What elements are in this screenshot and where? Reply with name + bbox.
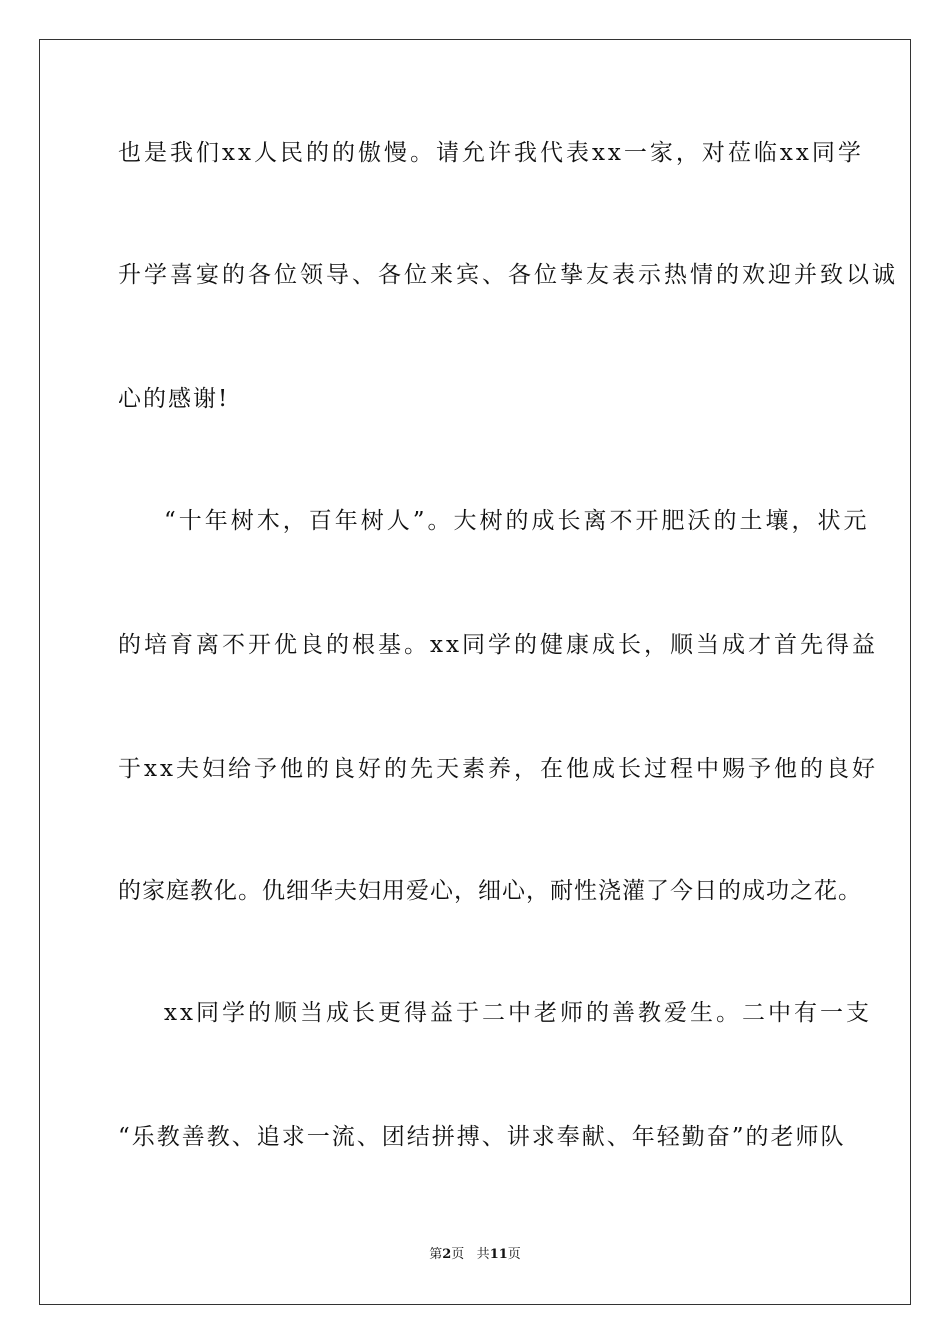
text-line-9: “乐教善教、追求一流、团结拼搏、讲求奉献、年轻勤奋”的老师队 xyxy=(118,1124,846,1150)
page-border xyxy=(39,39,911,1305)
total-suffix: 页 xyxy=(507,1247,521,1262)
text-line-8: xx同学的顺当成长更得益于二中老师的善教爱生。二中有一支 xyxy=(164,1000,872,1026)
text-line-5: 的培育离不开优良的根基。xx同学的健康成长，顺当成才首先得益 xyxy=(118,632,878,658)
page-prefix: 第 xyxy=(429,1247,443,1262)
total-pages: 11 xyxy=(489,1247,508,1262)
total-prefix: 共 xyxy=(476,1247,490,1262)
text-line-6: 于xx夫妇给予他的良好的先天素养，在他成长过程中赐予他的良好 xyxy=(118,756,878,782)
page-footer xyxy=(0,1246,950,1264)
text-line-2: 升学喜宴的各位领导、各位来宾、各位挚友表示热情的欢迎并致以诚 xyxy=(118,262,898,288)
page-suffix: 页 xyxy=(451,1247,465,1262)
text-line-3: 心的感谢! xyxy=(118,386,230,412)
text-line-1: 也是我们xx人民的的傲慢。请允许我代表xx一家，对莅临xx同学 xyxy=(118,140,864,166)
page-number: 2 xyxy=(442,1247,452,1262)
text-line-7: 的家庭教化。仇细华夫妇用爱心，细心，耐性浇灌了今日的成功之花。 xyxy=(118,878,862,904)
text-line-4: “十年树木，百年树人”。大树的成长离不开肥沃的土壤，状元 xyxy=(164,508,870,534)
